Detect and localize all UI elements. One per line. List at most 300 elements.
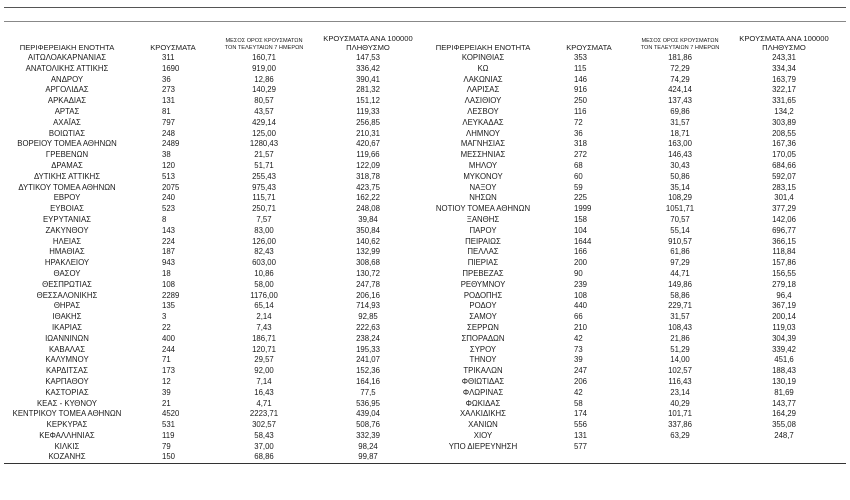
cell-cases: 8 (162, 214, 167, 224)
cell-per100k: 247,78 (356, 279, 380, 289)
cell-cases: 68 (574, 160, 583, 170)
cell-region: ΑΝΔΡΟΥ (50, 74, 84, 84)
cell-per100k: 279,18 (772, 279, 796, 289)
cell-avg7: 31,57 (670, 312, 690, 322)
cell-per100k: 99,87 (358, 452, 378, 462)
cell-per100k: 508,76 (356, 420, 380, 430)
cell-cases: 116 (574, 106, 587, 116)
cell-avg7: 149,86 (668, 279, 692, 289)
cell-per100k: 140,62 (356, 236, 380, 246)
cell-avg7: 97,29 (670, 258, 690, 268)
cell-per100k: 248,7 (774, 430, 794, 440)
cell-per100k: 281,32 (356, 85, 380, 95)
cell-avg7: 70,57 (670, 214, 690, 224)
cell-per100k: 92,85 (358, 312, 378, 322)
cell-cases: 210 (574, 322, 588, 332)
cell-per100k: 170,05 (772, 150, 796, 160)
cell-region: ΧΑΝΙΩΝ (468, 420, 498, 430)
cell-region: ΛΕΥΚΑΔΑΣ (462, 117, 504, 127)
cell-per100k: 130,72 (356, 268, 380, 278)
cell-region: ΛΑΡΙΣΑΣ (466, 85, 500, 95)
cell-avg7: 140,29 (252, 85, 276, 95)
cell-cases: 72 (574, 117, 583, 127)
cell-cases: 2489 (162, 139, 180, 149)
cell-avg7: 603,00 (252, 258, 276, 268)
cell-cases: 797 (162, 117, 176, 127)
cell-avg7: 21,86 (670, 333, 690, 343)
cell-cases: 22 (162, 322, 171, 332)
cell-region: ΦΩΚΙΔΑΣ (465, 398, 501, 408)
cell-per100k: 156,55 (772, 268, 796, 278)
cell-avg7: 14,00 (670, 355, 690, 365)
cell-region: ΤΡΙΚΑΛΩΝ (463, 366, 503, 376)
cell-avg7: 31,57 (670, 117, 690, 127)
cell-avg7: 337,86 (668, 420, 692, 430)
cell-avg7: 92,00 (254, 366, 274, 376)
cell-avg7: 302,57 (252, 420, 276, 430)
cell-region: ΑΝΑΤΟΛΙΚΗΣ ΑΤΤΙΚΗΣ (25, 63, 109, 73)
cell-region: ΛΗΜΝΟΥ (466, 128, 500, 138)
cell-cases: 58 (574, 398, 583, 408)
cell-cases: 187 (162, 247, 176, 257)
cell-region: ΦΘΙΩΤΙΔΑΣ (461, 376, 505, 386)
cell-region: ΜΕΣΣΗΝΙΑΣ (460, 150, 506, 160)
cell-region: ΔΥΤΙΚΗΣ ΑΤΤΙΚΗΣ (33, 171, 101, 181)
cell-per100k: 420,67 (356, 139, 380, 149)
cell-per100k: 118,84 (772, 247, 796, 257)
cell-per100k: 336,42 (356, 63, 380, 73)
cell-avg7: 4,71 (256, 398, 272, 408)
cell-per100k: 96,4 (776, 290, 792, 300)
cell-avg7: 69,86 (670, 106, 690, 116)
cell-cases: 166 (574, 247, 588, 257)
cell-per100k: 304,39 (772, 333, 796, 343)
cell-avg7: 2,14 (256, 312, 272, 322)
cell-region: ΑΧΑΪΑΣ (53, 117, 81, 127)
cell-region: ΕΥΡΥΤΑΝΙΑΣ (42, 214, 91, 224)
cell-region: ΔΡΑΜΑΣ (51, 160, 83, 170)
cell-region: ΠΕΙΡΑΙΩΣ (465, 236, 501, 246)
cell-cases: 225 (574, 193, 588, 203)
cell-cases: 174 (574, 409, 588, 419)
cell-region: ΚΕΡΚΥΡΑΣ (46, 420, 88, 430)
cell-per100k: 195,33 (356, 344, 380, 354)
cell-avg7: 72,29 (670, 63, 690, 73)
cell-cases: 120 (162, 160, 176, 170)
cell-region: ΚΑΛΥΜΝΟΥ (45, 355, 89, 365)
cell-region: ΝΑΞΟΥ (469, 182, 497, 192)
cell-cases: 143 (162, 225, 176, 235)
cell-region: ΘΕΣΠΡΩΤΙΑΣ (42, 279, 92, 289)
cell-per100k: 188,43 (772, 366, 796, 376)
cell-per100k: 222,63 (356, 322, 380, 332)
cell-avg7: 80,57 (254, 96, 274, 106)
header-per100k: ΚΡΟΥΣΜΑΤΑ ΑΝΑ 100000 ΠΛΗΘΥΣΜΟ (739, 34, 829, 52)
cell-per100k: 77,5 (360, 387, 376, 397)
cell-per100k: 119,03 (772, 322, 796, 332)
cell-region: ΜΥΚΟΝΟΥ (463, 171, 503, 181)
cell-per100k: 157,86 (772, 258, 796, 268)
cell-per100k: 331,65 (772, 96, 796, 106)
cell-region: ΧΑΛΚΙΔΙΚΗΣ (459, 409, 506, 419)
cell-cases: 400 (162, 333, 176, 343)
cell-avg7: 2223,71 (249, 409, 279, 419)
cell-per100k: 143,77 (772, 398, 796, 408)
cell-avg7: 919,00 (252, 63, 276, 73)
cell-cases: 250 (574, 96, 588, 106)
cell-per100k: 301,4 (774, 193, 794, 203)
cell-per100k: 256,85 (356, 117, 380, 127)
cell-per100k: 119,66 (356, 150, 380, 160)
cell-cases: 21 (162, 398, 171, 408)
cell-region: ΡΟΔΟΥ (469, 301, 497, 311)
cell-cases: 248 (162, 128, 176, 138)
cell-avg7: 35,14 (670, 182, 690, 192)
cell-cases: 60 (574, 171, 583, 181)
cell-avg7: 82,43 (254, 247, 274, 257)
cell-avg7: 975,43 (252, 182, 276, 192)
cell-avg7: 21,57 (254, 150, 274, 160)
cell-cases: 513 (162, 171, 176, 181)
cell-region: ΣΥΡΟΥ (469, 344, 497, 354)
cell-per100k: 152,36 (356, 366, 380, 376)
cell-per100k: 248,08 (356, 204, 380, 214)
cell-per100k: 350,84 (356, 225, 380, 235)
cell-region: ΚΑΣΤΟΡΙΑΣ (45, 387, 89, 397)
cell-per100k: 283,15 (772, 182, 796, 192)
cell-cases: 239 (574, 279, 588, 289)
cell-region: ΞΑΝΘΗΣ (466, 214, 500, 224)
cell-region: ΕΒΡΟΥ (53, 193, 81, 203)
cell-avg7: 55,14 (670, 225, 690, 235)
cell-cases: 577 (574, 441, 588, 451)
cell-region: ΛΕΣΒΟΥ (467, 106, 499, 116)
cell-avg7: 108,43 (668, 322, 692, 332)
cell-per100k: 206,16 (356, 290, 380, 300)
cell-per100k: 98,24 (358, 441, 378, 451)
cell-per100k: 238,24 (356, 333, 380, 343)
cell-per100k: 355,08 (772, 420, 796, 430)
cell-region: ΠΙΕΡΙΑΣ (467, 258, 499, 268)
cell-cases: 79 (162, 441, 171, 451)
cell-region: ΖΑΚΥΝΘΟΥ (45, 225, 89, 235)
cell-avg7: 51,71 (254, 160, 274, 170)
cell-per100k: 243,31 (772, 53, 796, 62)
cell-cases: 18 (162, 268, 171, 278)
cell-avg7: 43,57 (254, 106, 274, 116)
cell-avg7: 83,00 (254, 225, 274, 235)
cell-region: ΚΑΒΑΛΑΣ (48, 344, 86, 354)
cell-avg7: 101,71 (668, 409, 692, 419)
cell-cases: 12 (162, 376, 171, 386)
cell-per100k: 200,14 (772, 312, 796, 322)
cell-per100k: 303,89 (772, 117, 796, 127)
cell-region: ΚΙΛΚΙΣ (54, 441, 80, 451)
cell-cases: 66 (574, 312, 583, 322)
cell-cases: 119 (162, 430, 175, 440)
cell-avg7: 18,71 (670, 128, 690, 138)
cell-avg7: 37,00 (254, 441, 274, 451)
cell-avg7: 61,86 (670, 247, 690, 257)
cell-cases: 1690 (162, 63, 180, 73)
cell-cases: 39 (162, 387, 171, 397)
cell-avg7: 102,57 (668, 366, 692, 376)
header-region: ΠΕΡΙΦΕΡΕΙΑΚΗ ΕΝΟΤΗΤΑ (19, 43, 115, 52)
cell-cases: 90 (574, 268, 583, 278)
cell-region: ΡΟΔΟΠΗΣ (463, 290, 503, 300)
cell-avg7: 163,00 (668, 139, 692, 149)
cell-cases: 523 (162, 204, 176, 214)
cell-region: ΗΜΑΘΙΑΣ (49, 247, 85, 257)
cell-avg7: 12,86 (254, 74, 274, 84)
cell-region: ΤΗΝΟΥ (469, 355, 497, 365)
bottom-rule (4, 463, 846, 464)
cell-avg7: 116,43 (668, 376, 692, 386)
cell-cases: 173 (162, 366, 176, 376)
cell-region: ΣΑΜΟΥ (469, 312, 497, 322)
cell-region: ΕΥΒΟΙΑΣ (50, 204, 84, 214)
cell-per100k: 684,66 (772, 160, 796, 170)
cell-region: ΙΩΑΝΝΙΝΩΝ (45, 333, 89, 343)
cell-avg7: 30,43 (670, 160, 690, 170)
cell-avg7: 16,43 (254, 387, 274, 397)
cell-avg7: 120,71 (252, 344, 276, 354)
cell-cases: 158 (574, 214, 588, 224)
cell-avg7: 910,57 (668, 236, 692, 246)
cell-per100k: 241,07 (356, 355, 380, 365)
cell-cases: 36 (162, 74, 171, 84)
cell-per100k: 39,84 (358, 214, 378, 224)
cell-per100k: 322,17 (772, 85, 796, 95)
cell-avg7: 40,29 (670, 398, 690, 408)
cell-avg7: 229,71 (668, 301, 692, 311)
cell-cases: 135 (162, 301, 176, 311)
cell-cases: 38 (162, 150, 171, 160)
header-rule (4, 21, 846, 22)
cell-region: ΠΕΛΛΑΣ (467, 247, 499, 257)
cell-avg7: 65,14 (254, 301, 274, 311)
cell-per100k: 334,34 (772, 63, 796, 73)
cell-region: ΝΗΣΩΝ (469, 193, 497, 203)
header-cases: ΚΡΟΥΣΜΑΤΑ (566, 43, 612, 52)
cell-per100k: 122,09 (356, 160, 380, 170)
cell-cases: 73 (574, 344, 583, 354)
cell-region: ΚΕΦΑΛΛΗΝΙΑΣ (39, 430, 95, 440)
cell-region: ΦΛΩΡΙΝΑΣ (462, 387, 504, 397)
cell-cases: 272 (574, 150, 588, 160)
top-rule (4, 7, 846, 8)
header-avg7: ΜΕΣΟΣ ΟΡΟΣ ΚΡΟΥΣΜΑΤΩΝ ΤΟΝ ΤΕΛΕΥΤΑΙΩΝ 7 ΗΜΕΡΩΝ (224, 38, 304, 51)
cell-region: ΗΛΕΙΑΣ (52, 236, 82, 246)
cell-cases: 244 (162, 344, 176, 354)
cell-cases: 440 (574, 301, 588, 311)
cell-region: ΒΟΙΩΤΙΑΣ (48, 128, 86, 138)
cell-region: ΘΗΡΑΣ (53, 301, 81, 311)
cell-region: ΑΡΓΟΛΙΔΑΣ (45, 85, 89, 95)
cell-per100k: 130,19 (772, 376, 796, 386)
cell-cases: 200 (574, 258, 588, 268)
cell-per100k: 164,16 (356, 376, 380, 386)
cell-region: ΜΗΛΟΥ (468, 160, 498, 170)
cell-region: ΔΥΤΙΚΟΥ ΤΟΜΕΑ ΑΘΗΝΩΝ (18, 182, 116, 192)
cell-avg7: 74,29 (670, 74, 690, 84)
cell-region: ΑΡΚΑΔΙΑΣ (47, 96, 87, 106)
cell-per100k: 536,95 (356, 398, 380, 408)
cell-avg7: 424,14 (668, 85, 692, 95)
cell-per100k: 147,53 (356, 53, 380, 62)
cell-cases: 115 (574, 63, 587, 73)
cell-per100k: 439,04 (356, 409, 380, 419)
cell-per100k: 592,07 (772, 171, 796, 181)
cell-cases: 311 (162, 53, 175, 62)
cell-per100k: 696,77 (772, 225, 796, 235)
cell-avg7: 68,86 (254, 452, 274, 462)
cell-region: ΧΙΟΥ (473, 430, 493, 440)
cell-per100k: 210,31 (356, 128, 380, 138)
header-per100k: ΚΡΟΥΣΜΑΤΑ ΑΝΑ 100000 ΠΛΗΘΥΣΜΟ (323, 34, 413, 52)
cell-per100k: 339,42 (772, 344, 796, 354)
cell-region: ΠΑΡΟΥ (469, 225, 497, 235)
cell-avg7: 58,86 (670, 290, 690, 300)
cell-region: ΑΙΤΩΛΟΑΚΑΡΝΑΝΙΑΣ (27, 53, 107, 62)
cell-region: ΛΑΚΩΝΙΑΣ (463, 74, 503, 84)
cell-cases: 81 (162, 106, 171, 116)
cell-cases: 3 (162, 312, 167, 322)
cell-per100k: 142,06 (772, 214, 796, 224)
cell-region: ΠΡΕΒΕΖΑΣ (462, 268, 504, 278)
cell-avg7: 7,57 (256, 214, 272, 224)
cell-cases: 224 (162, 236, 176, 246)
cell-avg7: 51,29 (670, 344, 690, 354)
cell-region: ΑΡΤΑΣ (54, 106, 80, 116)
cell-cases: 318 (574, 139, 588, 149)
cell-region: ΚΩ (477, 63, 489, 73)
cell-cases: 1644 (574, 236, 592, 246)
cell-avg7: 50,86 (670, 171, 690, 181)
cell-region: ΗΡΑΚΛΕΙΟΥ (44, 258, 90, 268)
cell-region: ΣΠΟΡΑΔΩΝ (461, 333, 505, 343)
header-avg7: ΜΕΣΟΣ ΟΡΟΣ ΚΡΟΥΣΜΑΤΩΝ ΤΟΝ ΤΕΛΕΥΤΑΙΩΝ 7 ΗΜΕΡΩΝ (640, 38, 720, 51)
cell-region: ΥΠΟ ΔΙΕΡΕΥΝΗΣΗ (448, 441, 518, 451)
cell-region: ΝΟΤΙΟΥ ΤΟΜΕΑ ΑΘΗΝΩΝ (435, 204, 531, 214)
cell-per100k: 714,93 (356, 301, 380, 311)
cell-avg7: 1176,00 (250, 290, 278, 300)
cell-cases: 916 (574, 85, 588, 95)
cell-avg7: 58,43 (254, 430, 274, 440)
cell-avg7: 10,86 (254, 268, 274, 278)
cell-avg7: 186,71 (252, 333, 276, 343)
cell-region: ΚΟΡΙΝΘΙΑΣ (461, 53, 505, 62)
cell-per100k: 81,69 (774, 387, 794, 397)
cell-region: ΙΚΑΡΙΑΣ (52, 322, 82, 332)
cell-avg7: 7,14 (256, 376, 272, 386)
cell-region: ΘΑΣΟΥ (53, 268, 81, 278)
cell-per100k: 163,79 (772, 74, 796, 84)
cell-region: ΡΕΘΥΜΝΟΥ (460, 279, 506, 289)
cell-cases: 247 (574, 366, 588, 376)
header-cases: ΚΡΟΥΣΜΑΤΑ (150, 43, 196, 52)
cell-avg7: 146,43 (668, 150, 692, 160)
cell-region: ΚΟΖΑΝΗΣ (48, 452, 86, 462)
cell-region: ΚΑΡΔΙΤΣΑΣ (46, 366, 88, 376)
cell-avg7: 58,00 (254, 279, 274, 289)
cell-avg7: 125,00 (252, 128, 276, 138)
cell-avg7: 250,71 (252, 204, 276, 214)
cell-region: ΓΡΕΒΕΝΩΝ (45, 150, 89, 160)
cell-per100k: 366,15 (772, 236, 796, 246)
cell-per100k: 164,29 (772, 409, 796, 419)
cell-per100k: 151,12 (356, 96, 380, 106)
cell-avg7: 255,43 (252, 171, 276, 181)
cell-cases: 36 (574, 128, 583, 138)
cell-avg7: 63,29 (670, 430, 690, 440)
cell-cases: 39 (574, 355, 583, 365)
cell-avg7: 115,71 (252, 193, 276, 203)
cell-cases: 2075 (162, 182, 180, 192)
cell-avg7: 44,71 (670, 268, 690, 278)
cell-per100k: 332,39 (356, 430, 380, 440)
cell-region: ΜΑΓΝΗΣΙΑΣ (460, 139, 506, 149)
cell-avg7: 137,43 (668, 96, 692, 106)
cell-per100k: 134,2 (774, 106, 794, 116)
cell-avg7: 181,86 (668, 53, 692, 62)
cell-cases: 71 (162, 355, 171, 365)
cell-per100k: 167,36 (772, 139, 796, 149)
cell-cases: 42 (574, 387, 583, 397)
cell-avg7: 23,14 (670, 387, 690, 397)
cell-cases: 146 (574, 74, 588, 84)
cell-cases: 556 (574, 420, 588, 430)
cell-cases: 42 (574, 333, 583, 343)
cell-region: ΚΕΝΤΡΙΚΟΥ ΤΟΜΕΑ ΑΘΗΝΩΝ (12, 409, 122, 419)
cell-cases: 353 (574, 53, 588, 62)
cell-per100k: 132,99 (356, 247, 380, 257)
cell-per100k: 318,78 (356, 171, 380, 181)
cell-cases: 131 (574, 430, 588, 440)
cell-region: ΛΑΣΙΘΙΟΥ (464, 96, 502, 106)
cell-per100k: 367,19 (772, 301, 796, 311)
cell-cases: 2289 (162, 290, 180, 300)
cell-avg7: 429,14 (252, 117, 276, 127)
cell-cases: 59 (574, 182, 583, 192)
cell-avg7: 29,57 (254, 355, 274, 365)
cell-avg7: 126,00 (252, 236, 276, 246)
cell-avg7: 7,43 (256, 322, 272, 332)
cell-cases: 943 (162, 258, 176, 268)
cell-per100k: 451,6 (774, 355, 794, 365)
cell-region: ΙΘΑΚΗΣ (52, 312, 82, 322)
cell-per100k: 423,75 (356, 182, 380, 192)
cell-cases: 131 (162, 96, 176, 106)
cell-per100k: 308,68 (356, 258, 380, 268)
cell-region: ΘΕΣΣΑΛΟΝΙΚΗΣ (36, 290, 98, 300)
cell-per100k: 390,41 (356, 74, 380, 84)
cell-per100k: 208,55 (772, 128, 796, 138)
header-region: ΠΕΡΙΦΕΡΕΙΑΚΗ ΕΝΟΤΗΤΑ (435, 43, 531, 52)
cell-per100k: 119,33 (356, 106, 380, 116)
cell-region: ΚΑΡΠΑΘΟΥ (45, 376, 89, 386)
cell-avg7: 160,71 (252, 53, 276, 62)
cell-cases: 240 (162, 193, 176, 203)
cell-avg7: 108,29 (668, 193, 692, 203)
cell-cases: 206 (574, 376, 588, 386)
cell-avg7: 1280,43 (249, 139, 279, 149)
cell-region: ΚΕΑΣ - ΚΥΘΝΟΥ (36, 398, 98, 408)
cell-region: ΣΕΡΡΩΝ (467, 322, 499, 332)
cell-cases: 531 (162, 420, 176, 430)
cell-per100k: 162,22 (356, 193, 380, 203)
cell-cases: 108 (162, 279, 176, 289)
